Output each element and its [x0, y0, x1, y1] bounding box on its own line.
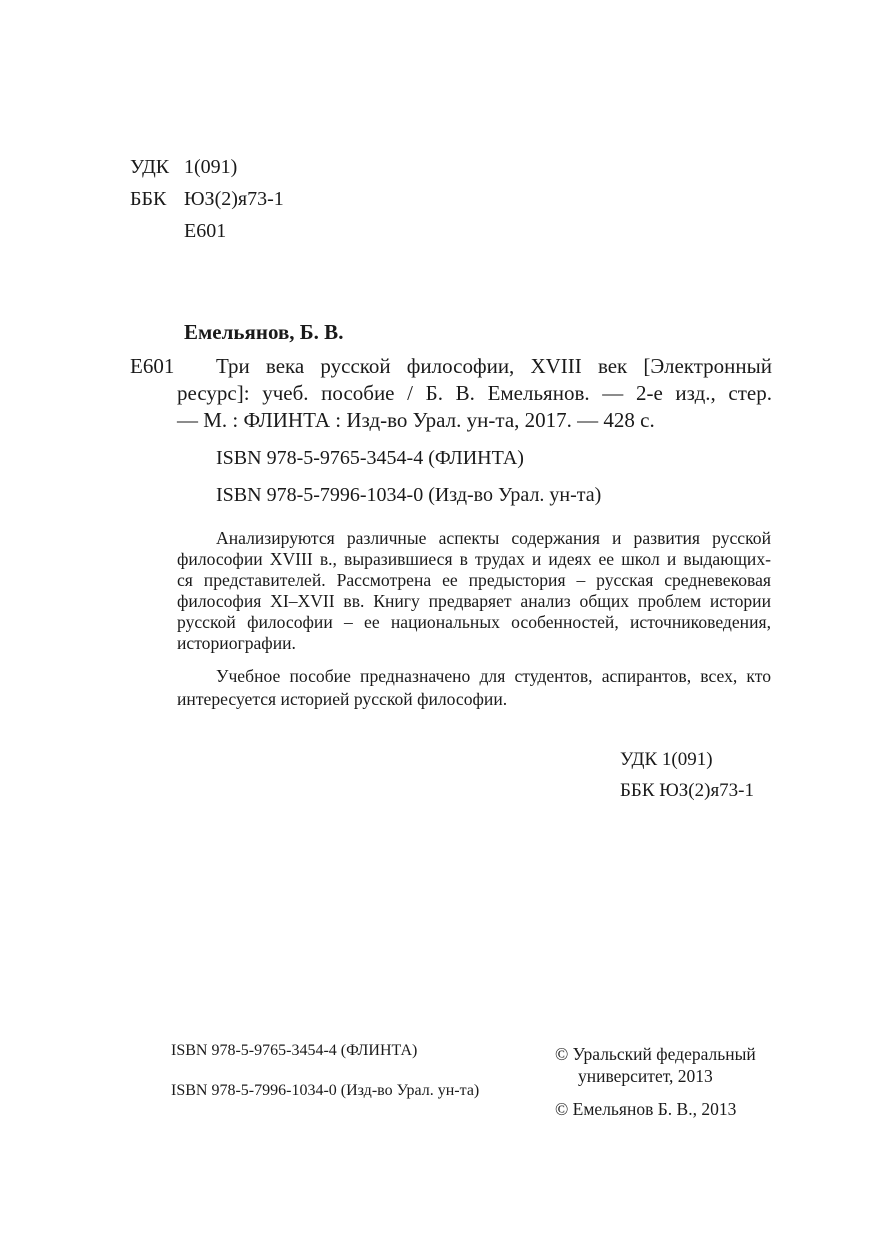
udk-value: 1(091) — [184, 156, 238, 178]
udk-code-top — [130, 156, 330, 182]
annotation-p1-line-3: ся представителей. Рассмотрена ее предыстория – русская средневековая — [177, 570, 771, 590]
author-heading: Емельянов, Б. В. — [184, 320, 344, 344]
copyright-university-line-1: © Уральский федеральный — [555, 1044, 756, 1064]
record-isbn-1: ISBN 978-5-9765-3454-4 (ФЛИНТА) — [216, 447, 524, 469]
record-line-3: — М. : ФЛИНТА : Изд-во Урал. ун-та, 2017. — 428 с. — [177, 408, 655, 432]
annotation-p2-line-1: Учебное пособие предназначено для студентов, аспирантов, всех, кто — [216, 666, 771, 686]
footer-isbn-1: ISBN 978-5-9765-3454-4 (ФЛИНТА) — [171, 1042, 418, 1059]
record-isbn-2: ISBN 978-5-7996-1034-0 (Изд-во Урал. ун-та) — [216, 484, 602, 506]
udk-label: УДК — [130, 156, 170, 178]
annotation-p1-line-2: философии XVIII в., выразившиеся в трудах и идеях ее школ и выдающих- — [177, 549, 771, 569]
author-mark: Е601 — [130, 354, 175, 378]
record-line-2: ресурс]: учеб. пособие / Б. В. Емельянов. — 2-е изд., стер. — [177, 381, 772, 405]
bbk-code-top — [130, 188, 330, 214]
copyright-university-line-2: университет, 2013 — [578, 1066, 713, 1086]
annotation-p1-line-5: русской философии – ее национальных особенностей, источниковедения, — [177, 612, 771, 632]
annotation-p1-line-4: философия XI–XVII вв. Книгу предваряет анализ общих проблем истории — [177, 591, 771, 611]
copyright-author: © Емельянов Б. В., 2013 — [555, 1099, 737, 1119]
annotation-p2-line-2: интересуется историей русской философии. — [177, 689, 508, 709]
bbk-label: ББК — [130, 188, 167, 210]
record-line-1: Три века русской философии, XVIII век [Электронный — [216, 354, 772, 378]
footer-isbn-2: ISBN 978-5-7996-1034-0 (Изд-во Урал. ун-та) — [171, 1082, 480, 1099]
bbk-value: ЮЗ(2)я73-1 — [184, 188, 284, 210]
annotation-p1-line-6: историографии. — [177, 633, 296, 653]
udk-code-right: УДК 1(091) — [620, 749, 713, 770]
annotation-p1-line-1: Анализируются различные аспекты содержания и развития русской — [216, 528, 771, 548]
bbk-code-right: ББК ЮЗ(2)я73-1 — [620, 780, 755, 801]
author-mark-top: Е601 — [184, 220, 227, 242]
